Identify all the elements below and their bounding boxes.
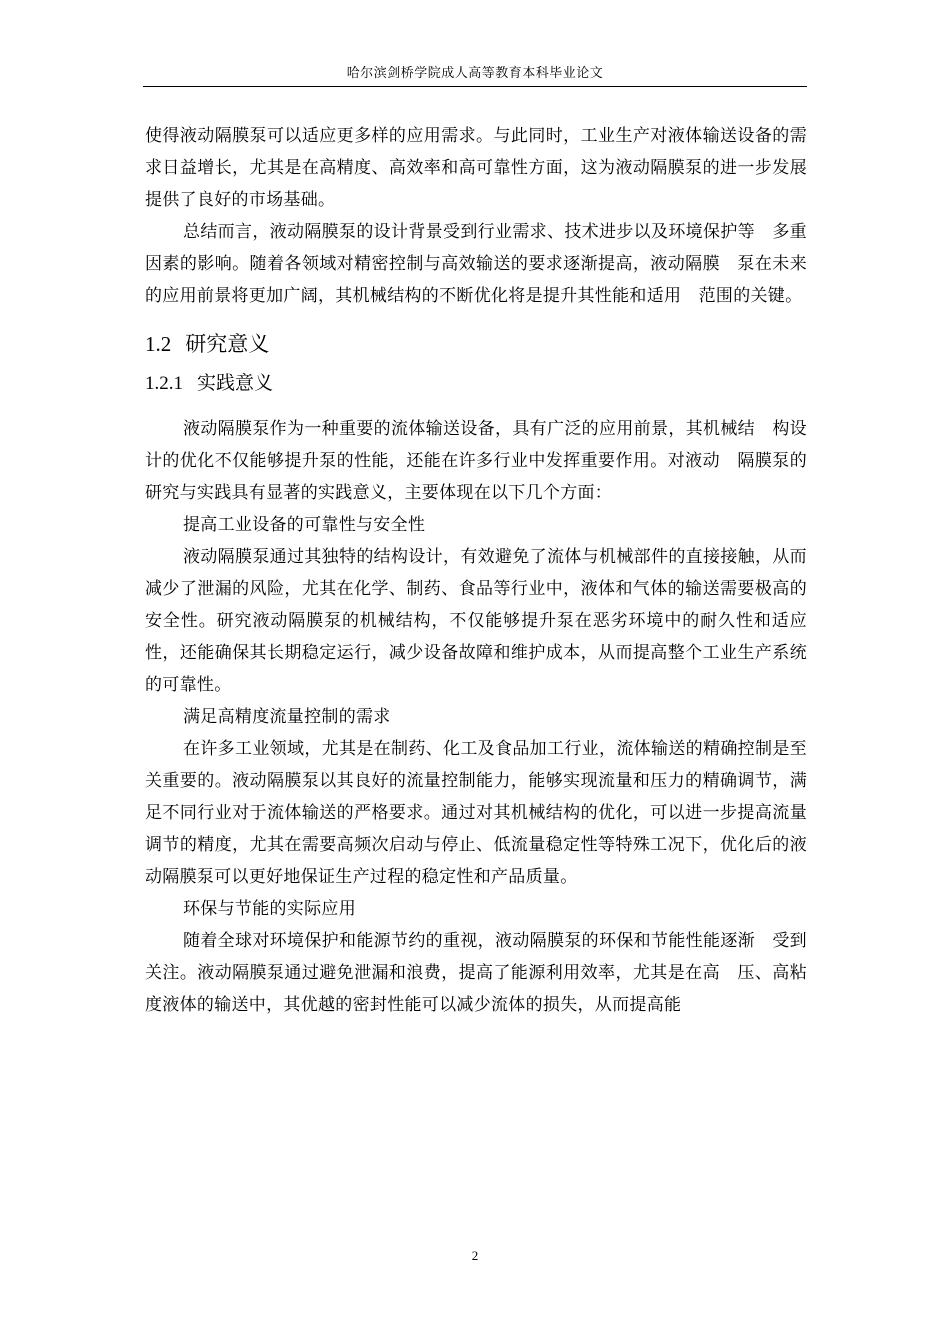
subsection-heading [145,370,807,397]
point-heading-environment: 环保与节能的实际应用 [183,899,356,919]
section-number: 1.2 [145,332,172,356]
paragraph-reliability: 液动隔膜泵通过其独特的结构设计，有效避免了流体与机械部件的直接接触，从而减少了泄漏的风险，尤其在化学、制药、食品等行业中，液体和气体的输送需要极高的安全性。研究液动隔膜泵的机械结构，不仅能够提升泵在恶劣环境中的耐久性和适应性，还能确保其长期稳定运行，减少设备故障和维护成本，从而提高整个工业生产系统的可靠性。 [145,547,807,695]
section-title: 研究意义 [185,332,270,356]
paragraph-summary: 总结而言，液动隔膜泵的设计背景受到行业需求、技术进步以及环境保护等 多重因素的影响。随着各领域对精密控制与高效输送的要求逐渐提高，液动隔膜 泵在未来的应用前景将更加广阔，其机械结构的不断优化将是提升其性能和适用 范围的关键。 [145,222,807,306]
point-heading-flow-control: 满足高精度流量控制的需求 [183,707,391,727]
subsection-title: 实践意义 [197,372,274,394]
header-divider [143,86,807,87]
paragraph-intro: 液动隔膜泵作为一种重要的流体输送设备，具有广泛的应用前景，其机械结 构设计的优化不仅能够提升泵的性能，还能在许多行业中发挥重要作用。对液动 隔膜泵的研究与实践具有显著的实践意义，主要体现在以下几个方面： [145,419,807,503]
page-number: 2 [471,1248,479,1263]
section-heading [145,330,807,358]
body-content [145,120,807,1021]
paragraph-flow-control: 在许多工业领域，尤其是在制药、化工及食品加工行业，流体输送的精确控制是至关重要的。液动隔膜泵以其良好的流量控制能力，能够实现流量和压力的精确调节，满足不同行业对于流体输送的严格要求。通过对其机械结构的优化，可以进一步提高流量调节的精度，尤其在需要高频次启动与停止、低流量稳定性等特殊工况下，优化后的液动隔膜泵可以更好地保证生产过程的稳定性和产品质量。 [145,739,807,887]
paragraph-environment: 随着全球对环境保护和能源节约的重视，液动隔膜泵的环保和节能性能逐渐 受到关注。液动隔膜泵通过避免泄漏和浪费，提高了能源利用效率，尤其是在高 压、高粘度液体的输送中，其优越的密封性能可以减少流体的损失，从而提高能 [145,931,807,1015]
subsection-number: 1.2.1 [145,373,183,394]
point-heading-reliability: 提高工业设备的可靠性与安全性 [183,515,426,535]
paragraph-continuation: 使得液动隔膜泵可以适应更多样的应用需求。与此同时，工业生产对液体输送设备的需求日益增长，尤其是在高精度、高效率和高可靠性方面，这为液动隔膜泵的进一步发展提供了良好的市场基础。 [145,126,807,210]
running-header: 哈尔滨剑桥学院成人高等教育本科毕业论文 [346,66,604,81]
